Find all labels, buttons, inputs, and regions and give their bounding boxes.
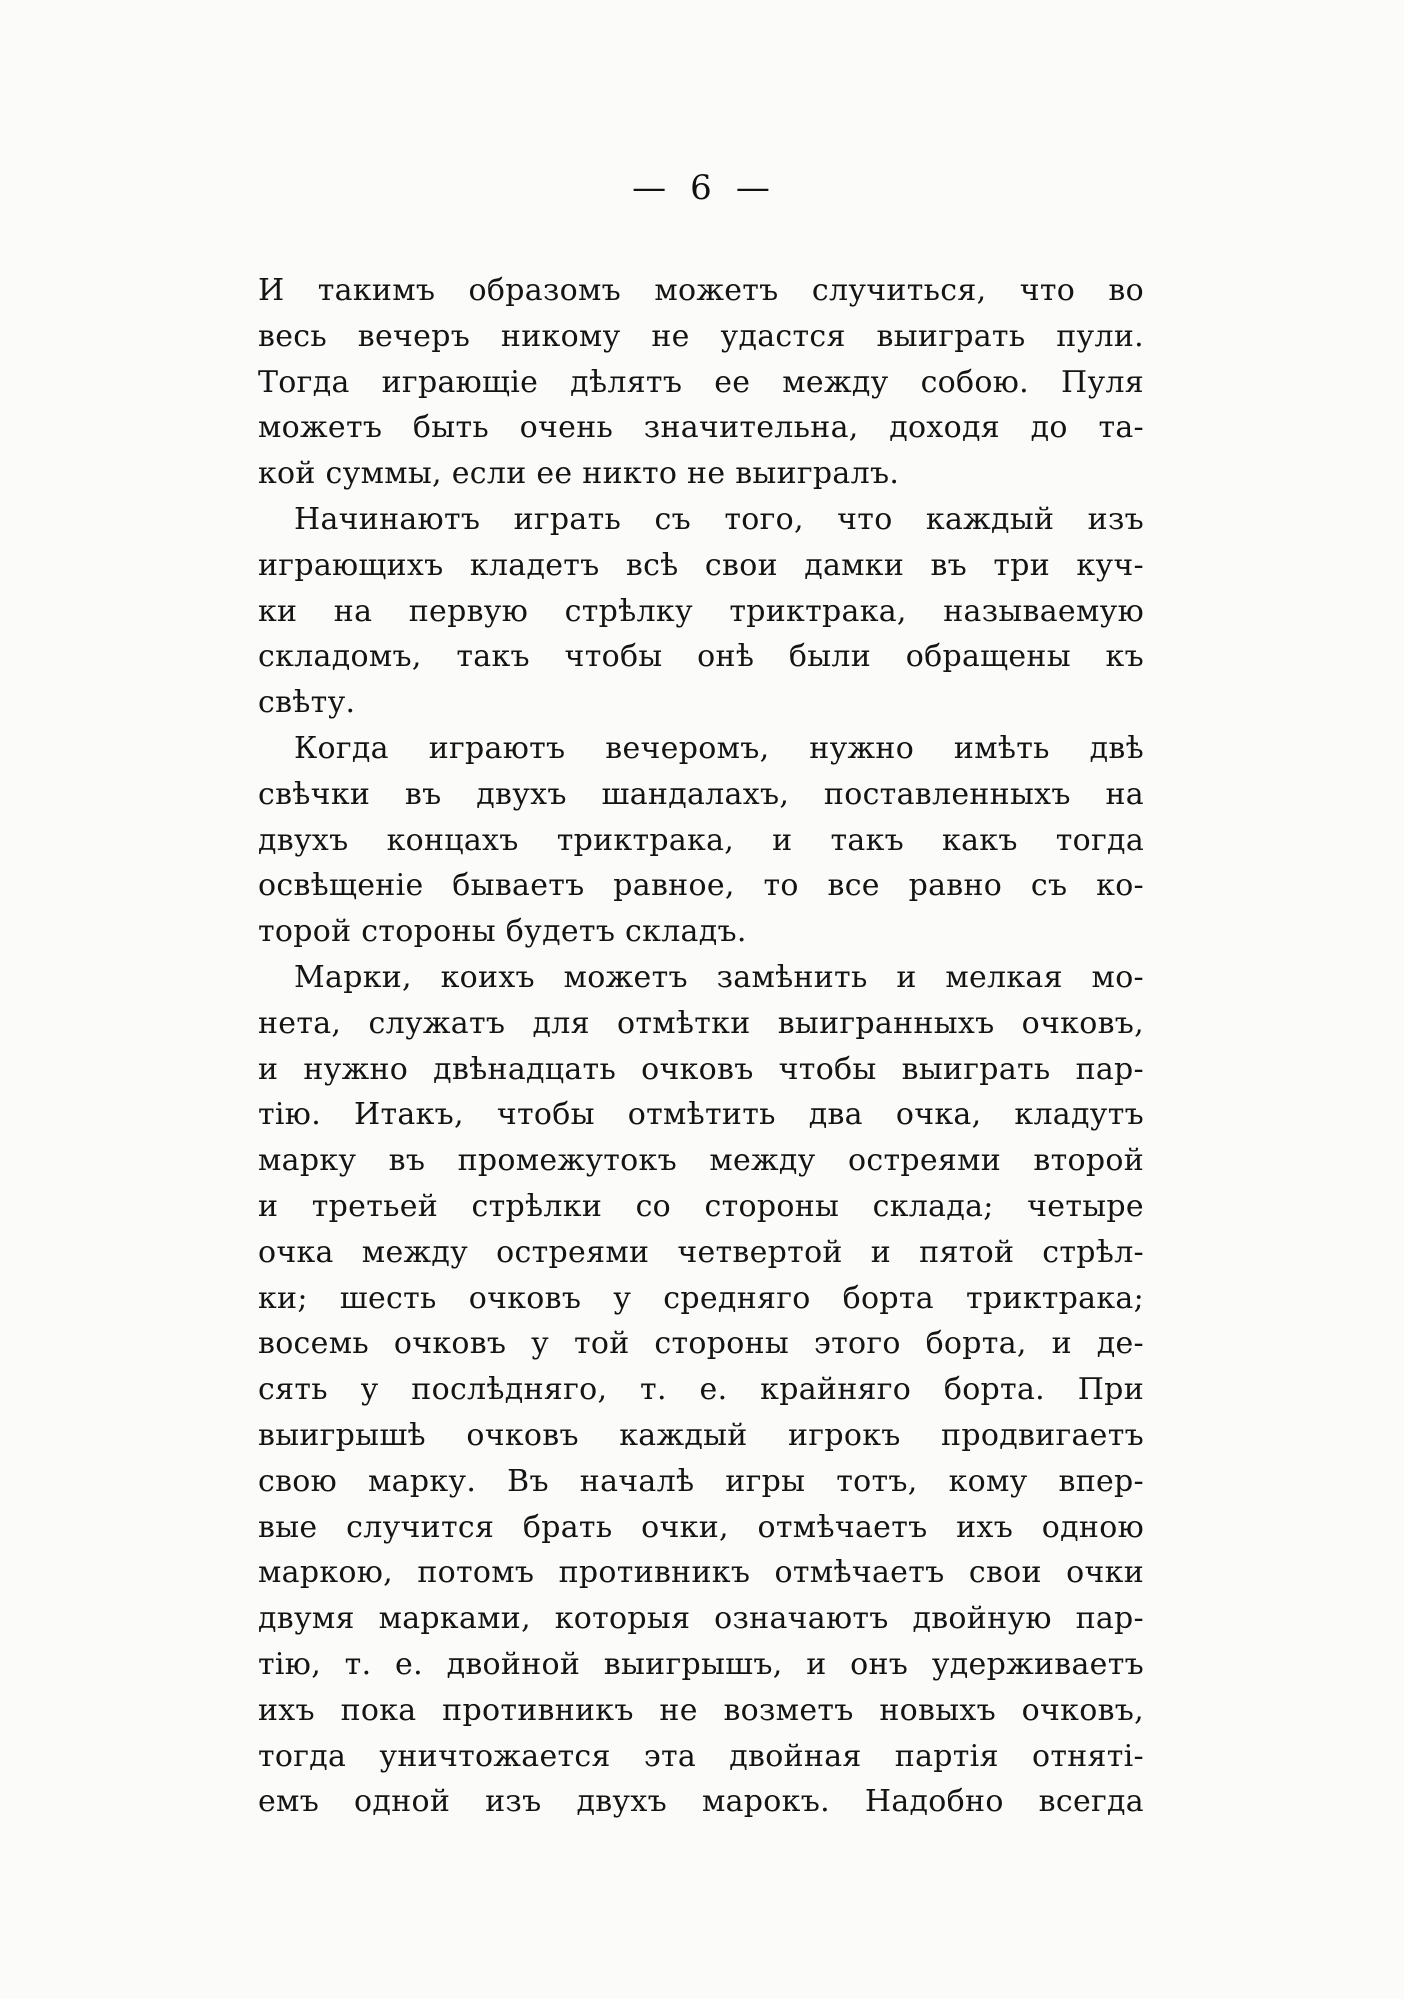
page-number-value: 6	[690, 168, 714, 208]
text-line: нета, служатъ для отмѣтки выигранныхъ очковъ,	[258, 1005, 1144, 1041]
text-line: И такимъ образомъ можетъ случиться, что во	[258, 273, 1144, 308]
text-line: свѣту.	[258, 685, 356, 721]
text-line: марку въ промежутокъ между остреями второй	[258, 1143, 1144, 1179]
page-number-dash-right: —	[735, 168, 772, 208]
text-line: Марки, коихъ можетъ замѣнить и мелкая мо-	[294, 959, 1144, 995]
text-line: свѣчки въ двухъ шандалахъ, поставленныхъ на	[258, 776, 1144, 812]
text-line: Когда играютъ вечеромъ, нужно имѣть двѣ	[294, 730, 1144, 766]
text-line: играющихъ кладетъ всѣ свои дамки въ три куч-	[258, 547, 1144, 583]
text-line: Начинаютъ играть съ того, что каждый изъ	[294, 501, 1144, 537]
text-line: тогда уничтожается эта двойная партія отняті-	[258, 1738, 1144, 1774]
text-line: двухъ концахъ триктрака, и такъ какъ тогда	[258, 822, 1144, 858]
text-line: вые случится брать очки, отмѣчаетъ ихъ одною	[258, 1509, 1144, 1545]
text-line: выигрышѣ очковъ каждый игрокъ продвигаетъ	[258, 1417, 1144, 1453]
text-line: двумя марками, которыя означаютъ двойную пар-	[258, 1601, 1144, 1637]
text-line: можетъ быть очень значительна, доходя до та-	[258, 410, 1144, 446]
text-line: складомъ, такъ чтобы онѣ были обращены къ	[258, 639, 1144, 675]
text-line: ки; шесть очковъ у средняго борта триктрака;	[258, 1280, 1144, 1316]
text-line: ихъ пока противникъ не возметъ новыхъ очковъ,	[258, 1692, 1144, 1728]
text-line: восемь очковъ у той стороны этого борта, и де-	[258, 1326, 1144, 1362]
text-line: свою марку. Въ началѣ игры тотъ, кому впер-	[258, 1463, 1144, 1499]
text-line: тію. Итакъ, чтобы отмѣтить два очка, кладутъ	[258, 1097, 1144, 1133]
text-line: тію, т. е. двойной выигрышъ, и онъ удерживаетъ	[258, 1646, 1144, 1682]
text-line: очка между остреями четвертой и пятой стрѣл-	[258, 1234, 1144, 1270]
page-number	[0, 168, 1404, 208]
text-line: емъ одной изъ двухъ марокъ. Надобно всегда	[258, 1784, 1144, 1820]
text-line: сять у послѣдняго, т. е. крайняго борта. При	[258, 1372, 1144, 1408]
text-line: и нужно двѣнадцать очковъ чтобы выиграть пар-	[258, 1051, 1144, 1087]
text-line: торой стороны будетъ складъ.	[258, 914, 747, 950]
text-line: Тогда играющіе дѣлятъ ее между собою. Пуля	[258, 364, 1144, 400]
text-line: и третьей стрѣлки со стороны склада; четыре	[258, 1188, 1144, 1224]
body-text	[258, 268, 1144, 1825]
text-line: весь вечеръ никому не удастся выиграть пули.	[258, 318, 1144, 354]
text-line: освѣщеніе бываетъ равное, то все равно съ ко-	[258, 868, 1144, 904]
page-number-dash-left: —	[632, 168, 669, 208]
text-line: маркою, потомъ противникъ отмѣчаетъ свои очки	[258, 1555, 1144, 1591]
text-line: ки на первую стрѣлку триктрака, называемую	[258, 593, 1144, 629]
text-line: кой суммы, если ее никто не выигралъ.	[258, 456, 900, 492]
